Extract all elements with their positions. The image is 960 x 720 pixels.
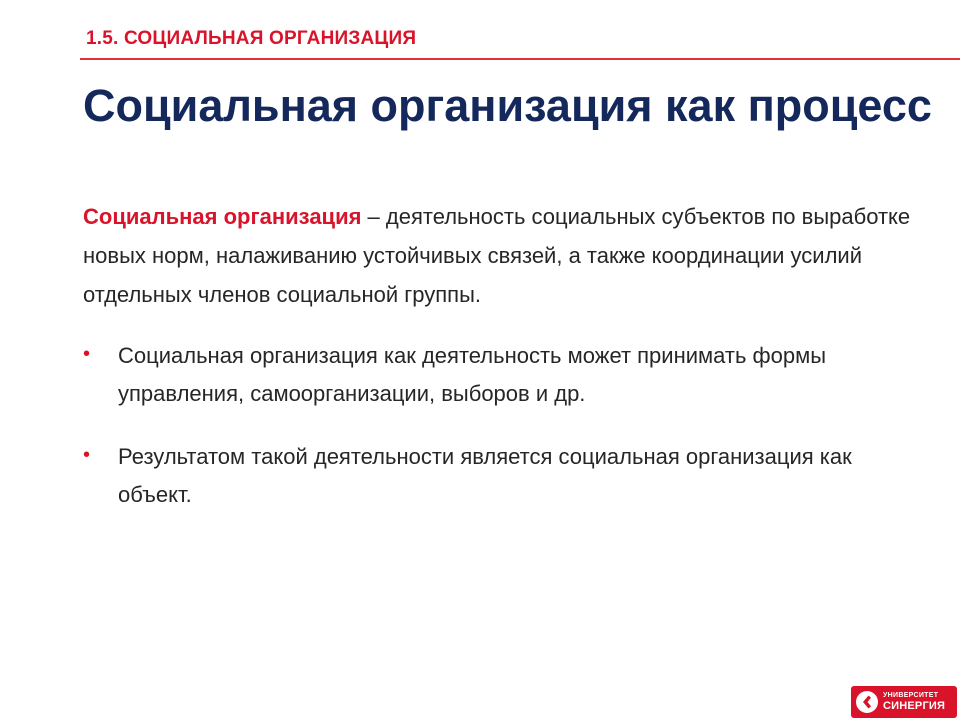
bullet-item (83, 438, 903, 514)
bullet-text: Результатом такой деятельности является социальная организация как объект. (118, 444, 852, 507)
definition-term: Социальная организация (83, 204, 362, 229)
logo-line-university: УНИВЕРСИТЕТ (883, 692, 939, 699)
bullet-list (83, 337, 903, 539)
bullet-text: Социальная организация как деятельность может принимать формы управления, самоорганизации, выборов и др. (118, 343, 827, 406)
bullet-marker: • (83, 444, 91, 466)
definition-text: – деятельность социальных субъектов по выработке новых норм, налаживанию устойчивых связей, а также координации усилий отдельных членов социальной группы. (83, 204, 911, 307)
synergy-logo (851, 686, 957, 718)
bullet-marker: • (83, 343, 91, 365)
slide-title: Социальная организация как процесс (83, 80, 932, 131)
section-header: 1.5. СОЦИАЛЬНАЯ ОРГАНИЗАЦИЯ (86, 28, 417, 49)
bullet-item (83, 337, 903, 413)
logo-line-synergy: СИНЕРГИЯ (883, 700, 946, 712)
synergy-logo-icon (856, 691, 878, 713)
header-divider (80, 58, 960, 60)
definition-paragraph (83, 197, 933, 314)
